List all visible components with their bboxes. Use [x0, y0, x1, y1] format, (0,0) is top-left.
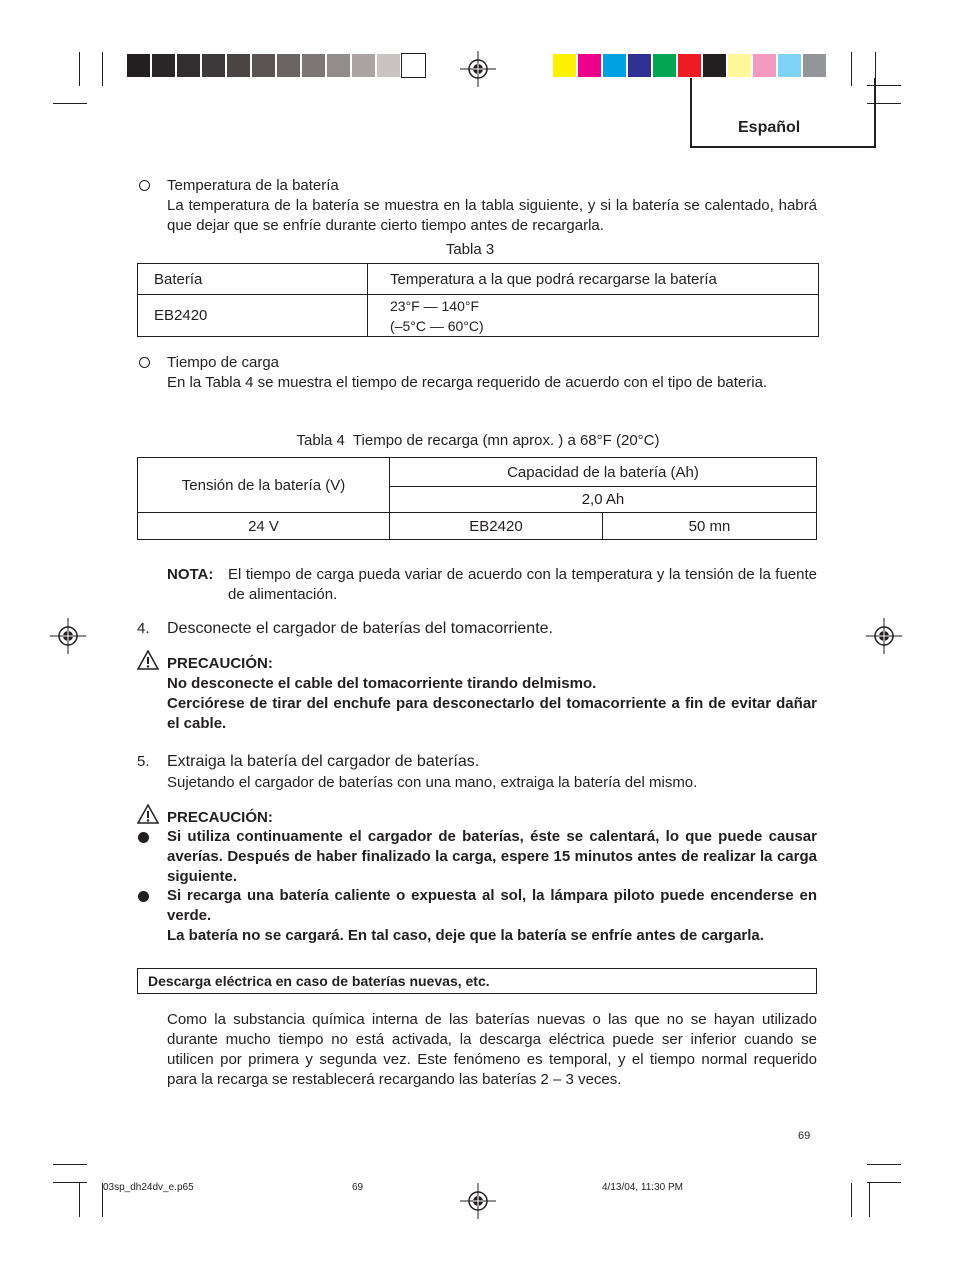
footer-date: 4/13/04, 11:30 PM [602, 1182, 683, 1193]
charge-time-body: En la Tabla 4 se muestra el tiempo de recarga requerido de acuerdo con el tipo de bateria. [167, 374, 768, 391]
table3-header-battery: Batería [138, 264, 368, 295]
step5-number: 5. [137, 753, 150, 770]
color-swatch [728, 54, 751, 77]
step5-text: Extraiga la batería del cargador de baterías. [167, 753, 480, 770]
table4-capacity-value: 2,0 Ah [390, 487, 817, 513]
step4-number: 4. [137, 620, 150, 637]
gray-swatch [177, 54, 200, 77]
caution2-label: PRECAUCIÓN: [167, 809, 273, 826]
warning-triangle-icon [137, 650, 159, 670]
color-swatch [603, 54, 626, 77]
charge-time-title: Tiempo de carga [167, 354, 280, 371]
footer-file: 03sp_dh24dv_e.p65 [103, 1182, 194, 1193]
caution1-line2: Cerciórese de tirar del enchufe para desconectarlo del tomacorriente a fin de evitar dañar el cable. [167, 695, 817, 732]
discharge-body: Como la substancia química interna de las baterías nuevas o las que no se hayan utilizado durante mucho tiempo no está activada, la descarga eléctrica puede ser inferior cuando se utilicen por primera y segunda vez. Este fenómeno es temporal, y el tiempo normal requerido para la recarga se restablecerá recargando las baterías 2 – 3 veces. [167, 1011, 817, 1088]
color-swatch [628, 54, 651, 77]
temperature-fahrenheit: 23°F — 140°F [390, 297, 480, 314]
table4-cell-time: 50 mn [603, 513, 817, 540]
footer-page: 69 [352, 1182, 364, 1193]
color-swatch [578, 54, 601, 77]
table4-cell-battery: EB2420 [390, 513, 603, 540]
color-swatch [803, 54, 826, 77]
circle-bullet-icon [139, 180, 150, 191]
gray-swatch [252, 54, 275, 77]
registration-mark-icon [50, 618, 86, 654]
table3-cell-battery: EB2420 [138, 295, 368, 337]
color-swatch [553, 54, 576, 77]
gray-swatch [227, 54, 250, 77]
caution1-line1: No desconecte el cable del tomacorriente tirando delmismo. [167, 675, 597, 692]
caution2-bullet2a: Si recarga una batería caliente o expuesta al sol, la lámpara piloto puede encenderse en verde. [167, 887, 817, 924]
step4-text: Desconecte el cargador de baterías del tomacorriente. [167, 620, 553, 637]
table4-cell-voltage: 24 V [138, 513, 390, 540]
circle-bullet-icon [139, 357, 150, 368]
gray-swatch [127, 54, 150, 77]
discharge-heading: Descarga eléctrica en caso de baterías nuevas, etc. [148, 973, 490, 989]
caution2-bullet2b: La batería no se cargará. En tal caso, deje que la batería se enfríe antes de cargarla. [167, 927, 764, 944]
registration-mark-icon [866, 618, 902, 654]
gray-swatch [152, 54, 175, 77]
discharge-heading-box [137, 968, 817, 994]
table4 [137, 457, 817, 540]
registration-mark-icon [460, 51, 496, 87]
color-swatch [653, 54, 676, 77]
temperature-celsius: (–5°C — 60°C) [390, 317, 484, 334]
gray-swatch [202, 54, 225, 77]
table3 [137, 263, 819, 337]
color-swatch [678, 54, 701, 77]
caution2-bullet1: Si utiliza continuamente el cargador de baterías, éste se calentará, lo que puede causar averías. Después de haber finalizado la carga, espere 15 minutos antes de realizar la carga siguiente. [167, 828, 817, 885]
page-number: 69 [798, 1130, 811, 1142]
gray-swatch [277, 54, 300, 77]
caution1-label: PRECAUCIÓN: [167, 655, 273, 672]
gray-swatch [402, 54, 425, 77]
table4-caption: Tabla 4 Tiempo de recarga (mn aprox. ) a 68°F (20°C) [296, 432, 660, 449]
table3-cell-temperature [368, 295, 819, 337]
table4-header-voltage: Tensión de la batería (V) [138, 458, 390, 513]
bullet-icon [138, 891, 149, 902]
table4-header-capacity: Capacidad de la batería (Ah) [390, 458, 817, 487]
language-tab [690, 78, 876, 148]
gray-swatch [352, 54, 375, 77]
gray-swatch [302, 54, 325, 77]
gray-swatch [327, 54, 350, 77]
table3-caption: Tabla 3 [445, 241, 495, 258]
temperature-section-title: Temperatura de la batería [167, 177, 339, 194]
table3-header-temperature: Temperatura a la que podrá recargarse la batería [368, 264, 819, 295]
language-label: Español [738, 119, 801, 136]
gray-swatch [377, 54, 400, 77]
color-swatch [703, 54, 726, 77]
nota-label: NOTA: [167, 566, 214, 583]
registration-mark-icon [460, 1183, 496, 1219]
temperature-section-body: La temperatura de la batería se muestra en la tabla siguiente, y si la batería se calentado, habrá que dejar que se enfríe durante cierto tiempo antes de recargarla. [167, 197, 817, 234]
color-swatch [753, 54, 776, 77]
bullet-icon [138, 832, 149, 843]
step5-sub: Sujetando el cargador de baterías con una mano, extraiga la batería del mismo. [167, 774, 698, 791]
warning-triangle-icon [137, 804, 159, 824]
nota-text: El tiempo de carga pueda variar de acuerdo con la temperatura y la tensión de la fuente de alimentación. [228, 566, 817, 603]
color-swatch [778, 54, 801, 77]
